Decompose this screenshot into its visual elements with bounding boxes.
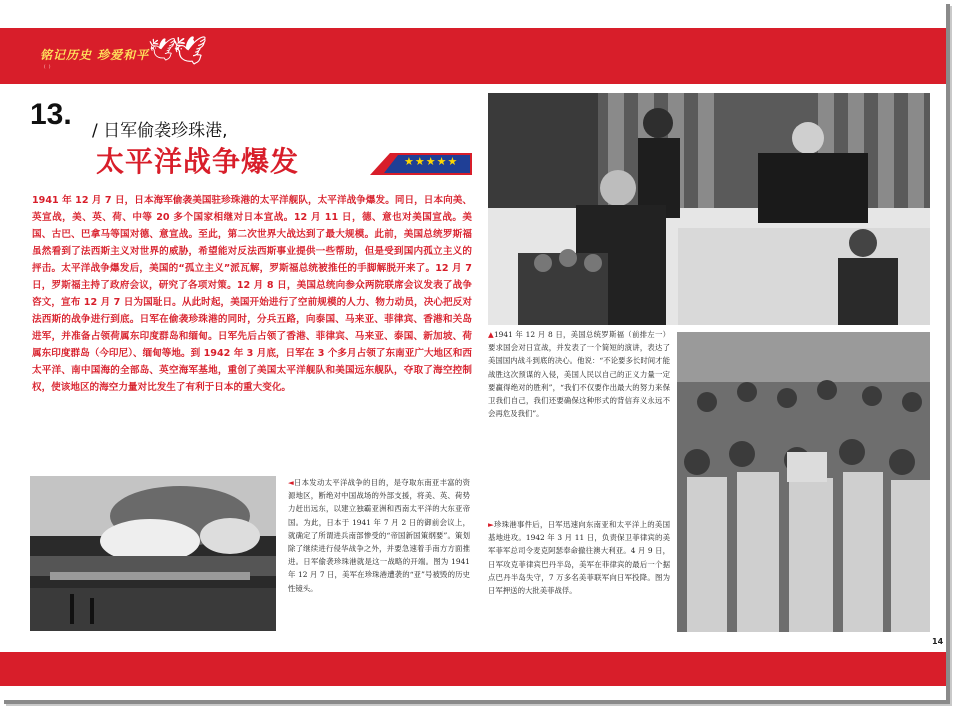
footer-band: [0, 652, 946, 686]
dove-icon: 🕊: [148, 38, 176, 63]
section-title: 太平洋战争爆发: [96, 145, 300, 178]
dove-icon: 🕊: [172, 34, 208, 67]
photo-pearl-harbor: [30, 476, 276, 631]
section-number: 13.: [30, 98, 72, 131]
header-slogan: 铭记历史 珍爱和平: [40, 48, 150, 62]
caption-bataan: ►珍珠港事件后，日军迅速向东南亚和太平洋上的美国基地进攻。1942 年 3 月 11 日，负责保卫菲律宾的美军菲军总司令麦克阿瑟奉命撤往澳大利亚。4 月 9 日，日军攻克菲律宾巴丹半岛，美军在菲律宾的最后一个据点巴丹半岛失守，7 万多名美菲联军向日军投降。图为日军押送的大批美菲战俘。: [488, 520, 670, 596]
photo-roosevelt-congress: [488, 93, 930, 325]
caption-pearl-harbor: ◄日本发动太平洋战争的目的，是夺取东南亚丰富的资源地区，断绝对中国战场的外部支援，将美、英、荷势力赶出远东，以建立独霸亚洲和西南太平洋的大东亚帝国。为此，日本于 1941 年 7 月 2 日的御前会议上，就确定了所谓进兵南部惨受的“帝国新国策纲要”。策划除了继续进行侵华战争之外，并要急速着手南方方面推进。日军偷袭珍珠港就是这一战略的开端。图为 1941 年 12 月 7 日，美军在珍珠港遭袭的“亚”号被毁的历史性镜头。: [288, 478, 470, 593]
body-text: 1941 年 12 月 7 日，日本海军偷袭美国驻珍珠港的太平洋舰队，太平洋战争爆发。同日，日本向美、英宣战，美、英、荷、中等 20 多个国家相继对日本宣战。12 月 11 日，德、意也对美国宣战。美国、古巴、巴拿马等国对德、意宣战。至此，第二次世界大战达到了最大规模。此前，美国总统罗斯福虽然看到了法西斯主义对世界的威胁，希望能对反法西斯事业提供一些帮助，但是受到国内孤立主义的抨击。太平洋战争爆发后，美国的“孤立主义”派瓦解，罗斯福总统被推任的手脚解脱开来了。12 月 7 日，罗斯福主持了政府会议，研究了各项对策。12 月 8 日，美国总统向参众两院联席会议发表了战争咨文，宣布 12 月 7 日为国耻日。从此时起，美国开始进行了空前规模的人力、物力动员，决心把反对法西斯的战争进行到底。日军在偷袭珍珠港的同时，分兵五路，向泰国、马来亚、菲律宾、香港和关岛进军，并准备占领荷属东印度群岛和缅甸。日军先后占领了香港、菲律宾、马来亚、泰国、新加坡、荷属东印度群岛（今印尼）、缅甸等地。到 1942 年 3 月底，日军在 3 个多月占领了东南亚广大地区和西太平洋、南中国海的全部岛、英空海军基地，重创了美国太平洋舰队和美国远东舰队，夺取了海空控制权，使该地区的海空力量对比发生了有利于日本的重大变化。: [32, 195, 472, 393]
caption-roosevelt: ▲1941 年 12 月 8 日，美国总统罗斯福（前排左一）要求国会对日宣战，并发表了一个简短的演讲，表达了美国国内战斗到底的决心。他说：“不论要多长时间才能战胜这次预谋的入侵，美国人民以自己的正义力量一定要赢得绝对的胜利”，“我们不仅要作出最大的努力来保卫我们自己，我们还要确保这种形式的背信弃义永远不会再危及我们”。: [488, 330, 670, 419]
header-slogan-english: ( ): [44, 64, 52, 69]
page-number: 14: [932, 637, 944, 646]
section-subtitle: / 日军偷袭珍珠港,: [92, 121, 228, 141]
title-stars: ★★★★★: [404, 155, 459, 168]
photo-bataan-prisoners: [677, 332, 930, 632]
